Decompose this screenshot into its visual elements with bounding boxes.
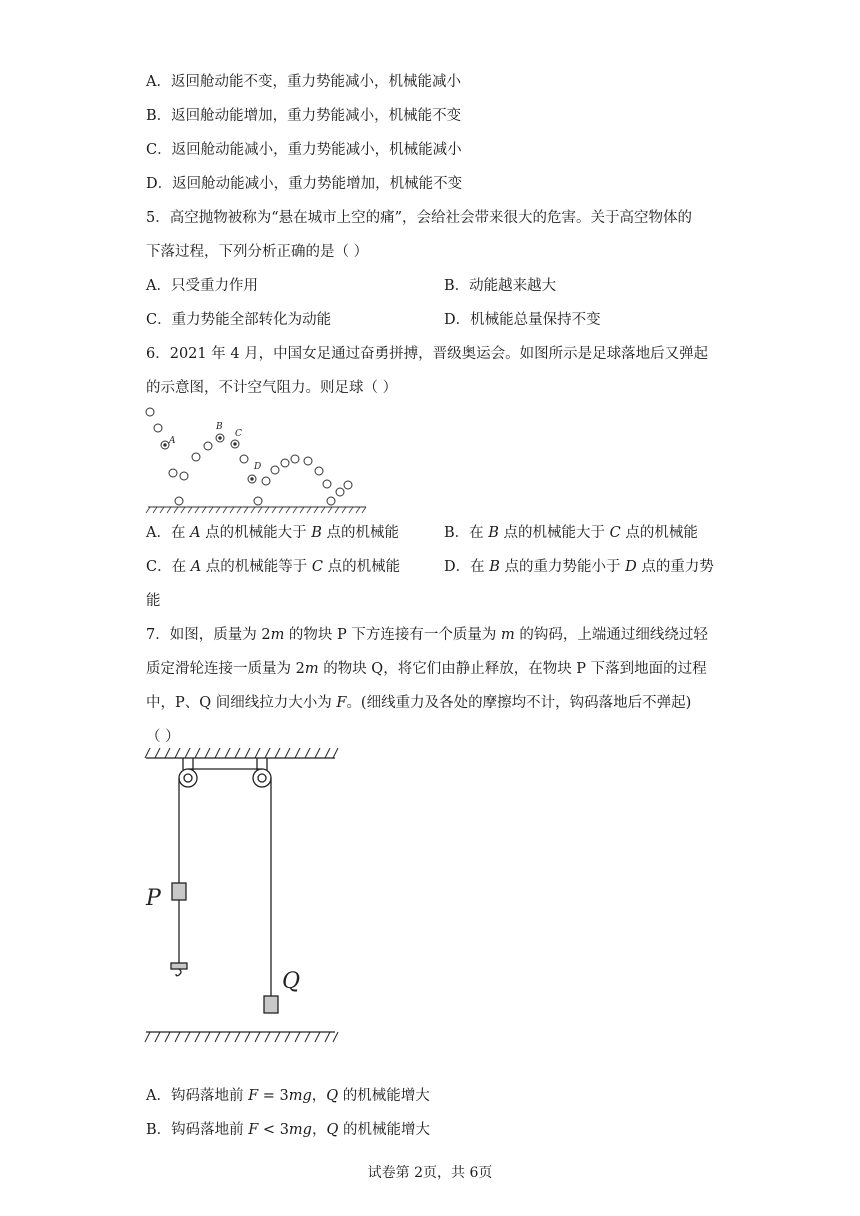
q6-c-post: 点的机械能 — [323, 559, 401, 575]
q7-b-q: Q — [326, 1122, 339, 1138]
block-label-q: Q — [282, 969, 301, 994]
q4-option-c: C．返回舱动能减小，重力势能减小，机械能减小 — [146, 142, 462, 158]
q7-l1a: 7．如图，质量为 2 — [146, 627, 271, 643]
q6-stem-line1: 6．2021 年 4 月，中国女足通过奋勇拼搏，晋级奥运会。如图所示是足球落地后又弹起 — [146, 346, 709, 362]
q6-c-mid: 点的机械能等于 — [201, 559, 312, 575]
q6-a-point1: A — [190, 525, 201, 541]
q7-b-mg: mg — [288, 1122, 312, 1138]
q6-a-point2: B — [311, 525, 322, 541]
q6-option-d — [444, 557, 714, 577]
q7-stem-line2 — [146, 659, 707, 679]
q5-option-c: C．重力势能全部转化为动能 — [146, 312, 332, 328]
q6-b-post: 点的机械能 — [620, 525, 698, 541]
q7-l1-m2: m — [501, 627, 515, 643]
q7-a-sep: ， — [311, 1088, 327, 1104]
q4-option-a: A．返回舱动能不变，重力势能减小，机械能减小 — [146, 74, 461, 90]
q6-d-pre: D．在 — [444, 559, 490, 575]
q7-l2b: 的物块 Q，将它们由静止释放，在物块 P 下落到地面的过程 — [318, 661, 707, 677]
q7-l1c: 的钩码，上端通过细线绕过轻 — [514, 627, 708, 643]
q6-option-c — [146, 557, 400, 577]
q7-b-sep: ， — [311, 1122, 327, 1138]
q6-d-mid: 点的重力势能小于 — [499, 559, 626, 575]
q5-option-a: A．只受重力作用 — [146, 278, 258, 294]
q7-l1b: 的物块 P 下方连接有一个质量为 — [284, 627, 502, 643]
q6-option-b — [444, 523, 698, 543]
q6-c-point2: C — [311, 559, 324, 575]
q7-a-post: 的机械能增大 — [338, 1088, 430, 1104]
point-label-a: A — [169, 436, 176, 446]
q7-stem-line3 — [146, 693, 691, 713]
q7-l3-f: F — [336, 695, 347, 711]
q7-a-q: Q — [326, 1088, 339, 1104]
q7-a-pre: A．钩码落地前 — [146, 1088, 249, 1104]
point-label-b: B — [216, 422, 223, 432]
q4-option-b: B．返回舱动能增加，重力势能减小，机械能不变 — [146, 108, 462, 124]
q5-option-b: B．动能越来越大 — [444, 278, 557, 294]
q7-l3a: 中，P、Q 间细线拉力大小为 — [146, 695, 337, 711]
q6-option-d-continued: 能 — [146, 593, 161, 609]
q4-option-d: D．返回舱动能减小，重力势能增加，机械能不变 — [146, 176, 463, 192]
q6-b-pre: B．在 — [444, 525, 489, 541]
q7-b-rel: < 3 — [258, 1122, 289, 1138]
pulley-figure — [140, 748, 350, 1048]
q6-c-point1: A — [190, 559, 202, 575]
block-label-p: P — [146, 886, 161, 911]
q6-b-point1: B — [488, 525, 499, 541]
q7-l2-m: m — [304, 661, 319, 677]
q6-d-point2: D — [625, 559, 637, 575]
q7-a-mg: mg — [288, 1088, 312, 1104]
q6-option-a — [146, 523, 399, 543]
q6-d-point1: B — [489, 559, 500, 575]
q7-b-f: F — [248, 1122, 259, 1138]
q7-b-post: 的机械能增大 — [338, 1122, 430, 1138]
q7-stem-line1 — [146, 625, 708, 645]
q6-a-mid: 点的机械能大于 — [200, 525, 312, 541]
q7-a-f: F — [248, 1088, 259, 1104]
q6-a-post: 点的机械能 — [321, 525, 400, 541]
q5-option-d: D．机械能总量保持不变 — [444, 312, 601, 328]
q7-l3b: 。(细线重力及各处的摩擦均不计，钩码落地后不弹起) — [346, 695, 692, 711]
bouncing-ball-figure — [140, 400, 380, 515]
q6-c-pre: C．在 — [146, 559, 191, 575]
q7-option-b — [146, 1120, 430, 1140]
q5-stem-line2: 下落过程，下列分析正确的是（ ） — [146, 244, 369, 260]
q7-l2a: 质定滑轮连接一质量为 2 — [146, 661, 305, 677]
q5-stem-line1: 5．高空抛物被称为“悬在城市上空的痛”，会给社会带来很大的危害。关于高空物体的 — [146, 210, 693, 226]
q7-answer-bracket: （ ） — [146, 729, 180, 745]
page-footer: 试卷第 2页，共 6页 — [367, 1165, 493, 1181]
q6-d-post: 点的重力势 — [636, 559, 714, 575]
point-label-c: C — [235, 429, 242, 439]
q7-option-a — [146, 1086, 430, 1106]
q7-b-pre: B．钩码落地前 — [146, 1122, 249, 1138]
q7-l1-m: m — [270, 627, 285, 643]
q6-stem-line2: 的示意图，不计空气阻力。则足球（ ） — [146, 380, 398, 396]
q6-b-mid: 点的机械能大于 — [498, 525, 610, 541]
q7-a-rel: = 3 — [258, 1088, 289, 1104]
q6-b-point2: C — [609, 525, 621, 541]
point-label-d: D — [254, 462, 262, 472]
q6-a-pre: A．在 — [146, 525, 191, 541]
